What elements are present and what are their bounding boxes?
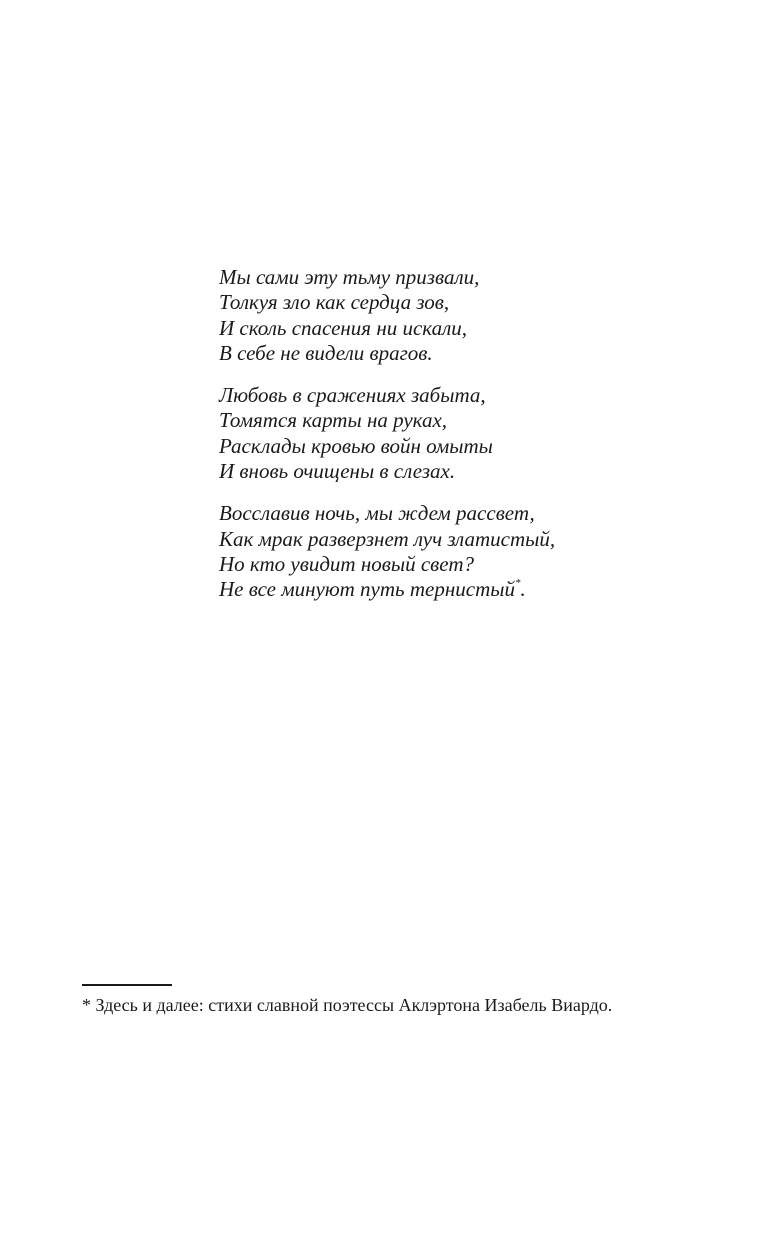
footnote-text: Здесь и далее: стихи славной поэтессы Аклэртона Изабель Виардо. — [95, 995, 613, 1015]
footnote — [82, 993, 648, 1018]
poem — [219, 265, 719, 620]
poem-line: В себе не видели врагов. — [219, 340, 433, 365]
poem-line: Томятся карты на руках, — [219, 408, 448, 433]
poem-line: Расклады кровью войн омыты — [219, 433, 493, 458]
poem-line-text: Не все минуют путь тернистый — [219, 577, 515, 602]
poem-line: Толкуя зло как сердца зов, — [219, 290, 450, 315]
footnote-reference[interactable]: * — [514, 577, 521, 590]
poem-line: Мы сами эту тьму призвали, — [219, 265, 480, 289]
stanza-2 — [219, 383, 719, 484]
footnote-marker: * — [82, 995, 91, 1015]
poem-line-end: . — [520, 577, 526, 602]
poem-line: Как мрак разверзнет луч златистый, — [219, 526, 556, 551]
stanza-3 — [219, 501, 719, 602]
poem-line: Любовь в сражениях забыта, — [219, 383, 486, 408]
poem-line: Восславив ночь, мы ждем рассвет, — [219, 501, 535, 526]
poem-line: Но кто увидит новый свет? — [219, 551, 475, 576]
footnote-divider — [82, 984, 172, 986]
stanza-1 — [219, 265, 719, 366]
poem-line: И сколь спасения ни искали, — [219, 315, 468, 340]
poem-line: И вновь очищены в слезах. — [219, 459, 456, 484]
poem-line-last — [219, 577, 719, 602]
